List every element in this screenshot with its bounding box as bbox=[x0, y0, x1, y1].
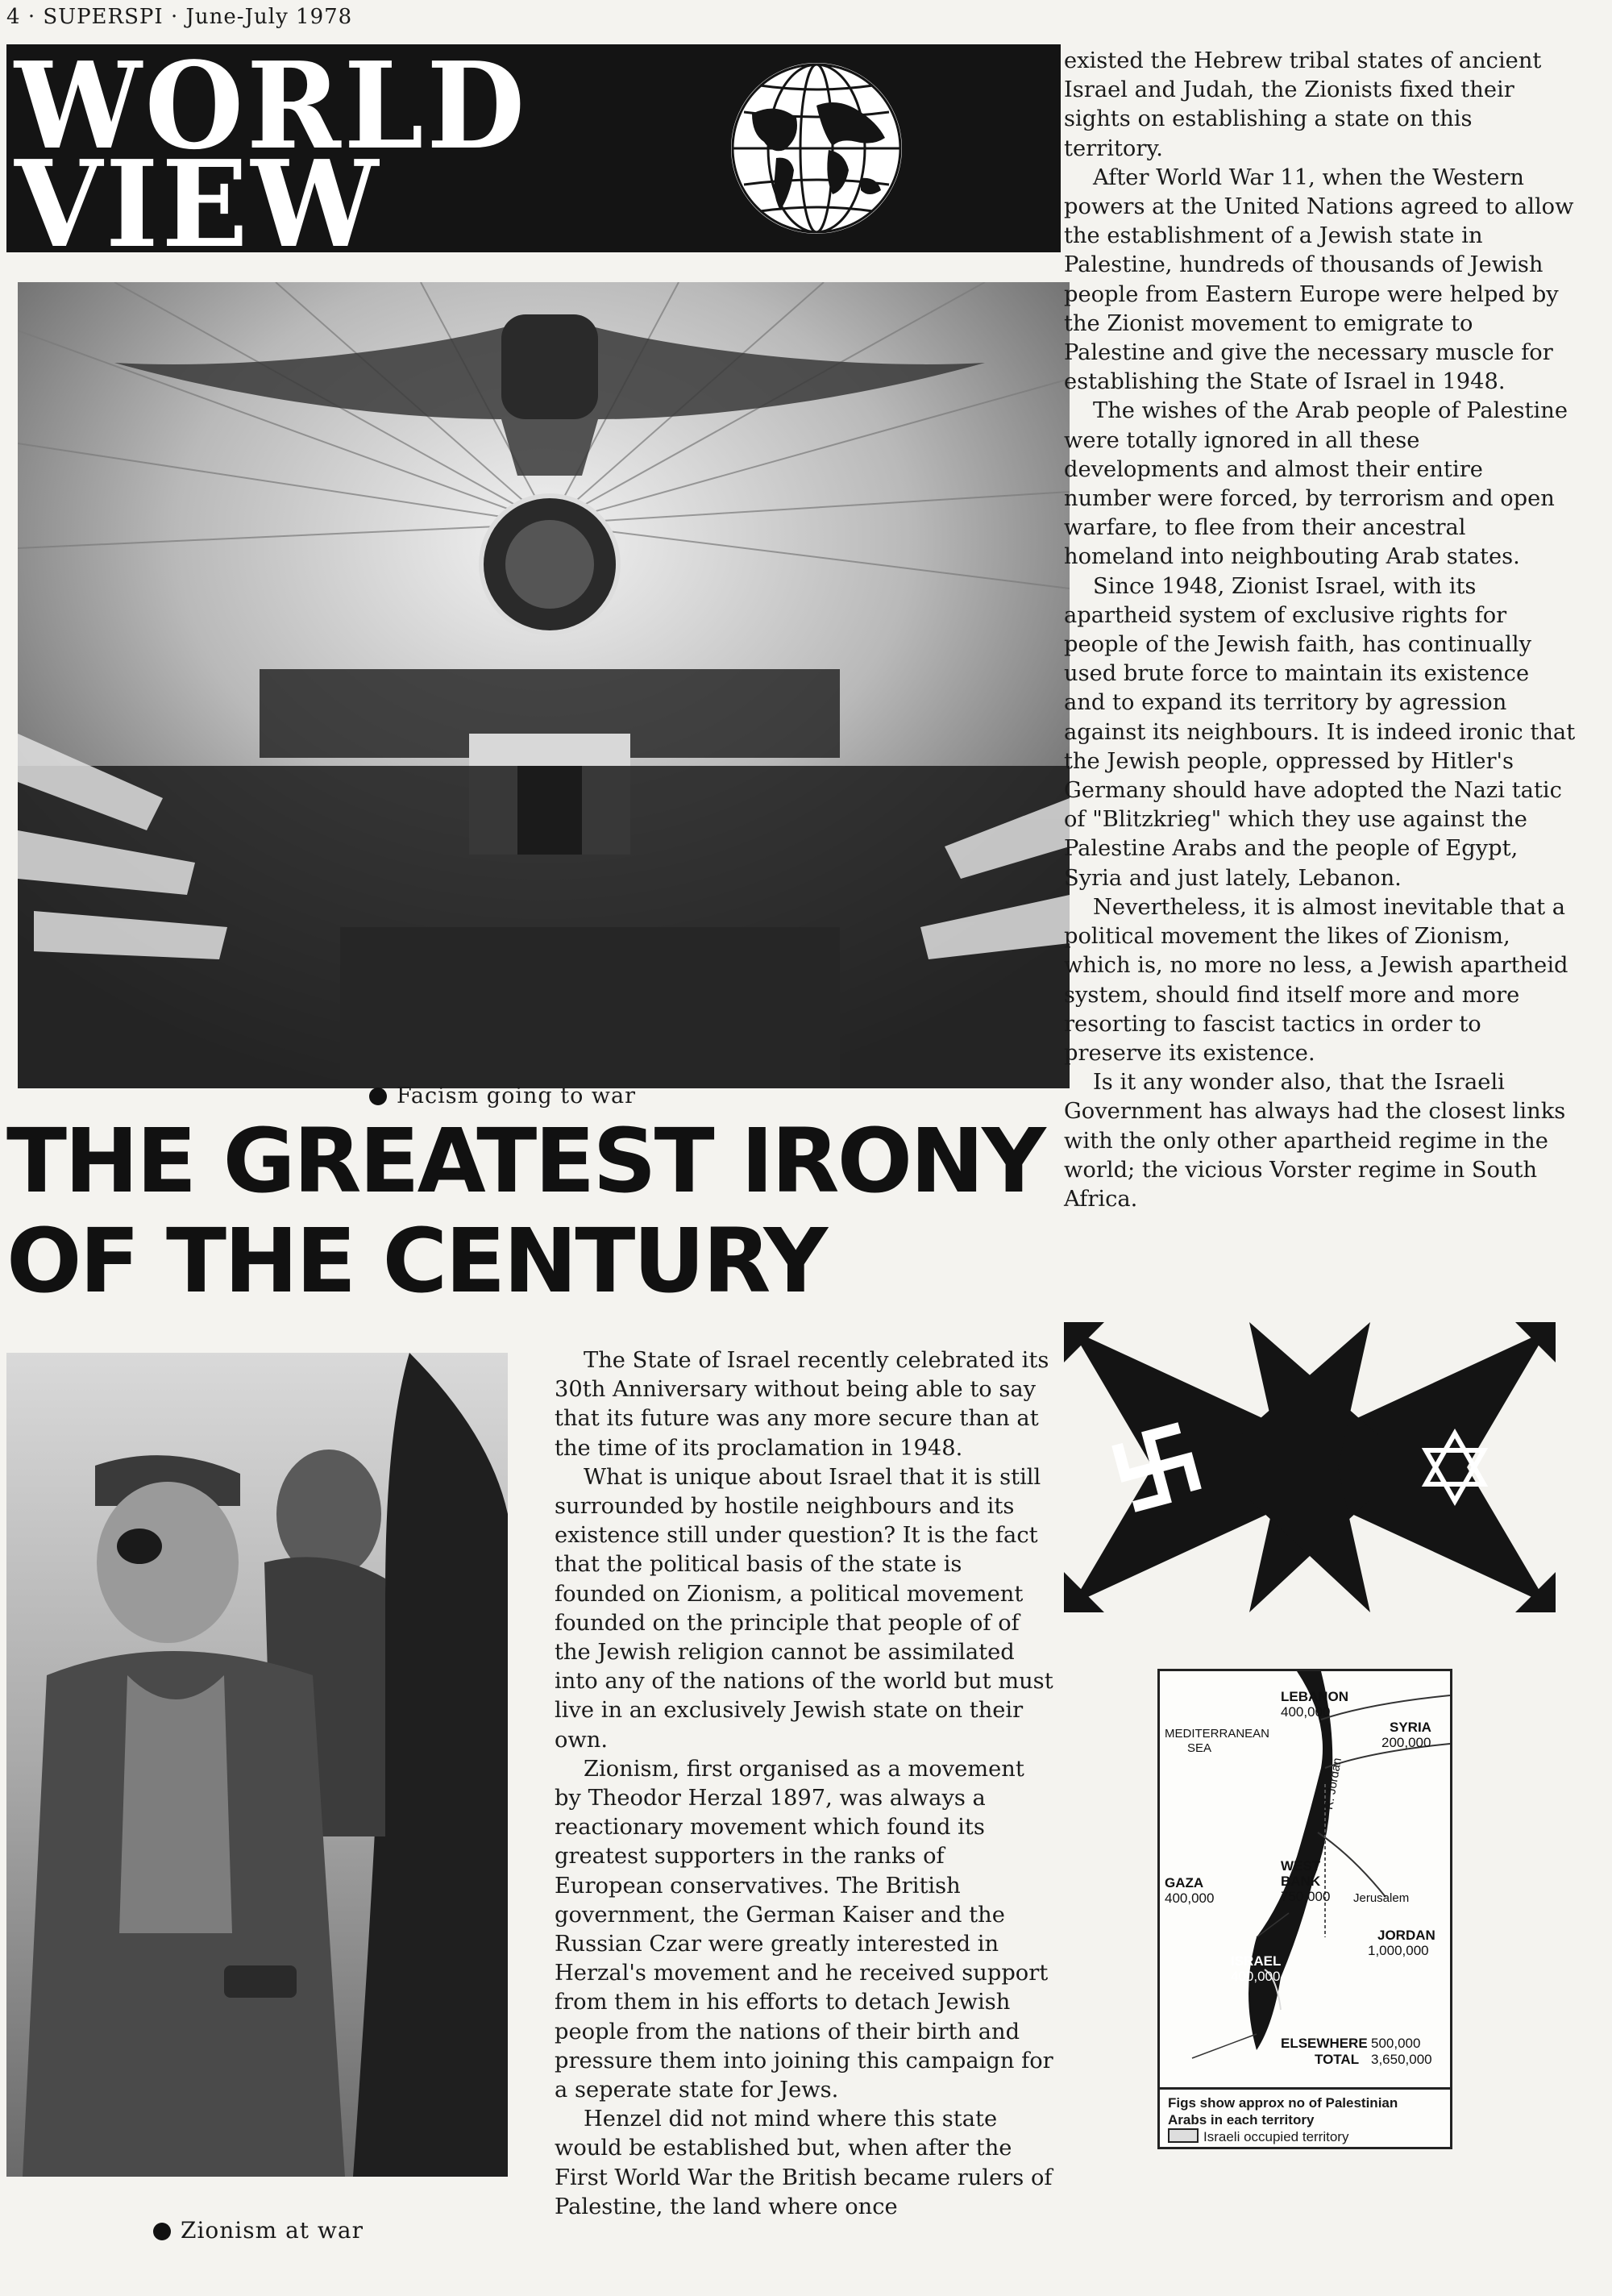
headline-line-1: THE GREATEST IRONY bbox=[6, 1109, 1044, 1212]
article-paragraph: Henzel did not mind where this state would be established but, when after the First World War the British became rulers of Palestine, the land where once bbox=[555, 2107, 1053, 2219]
palestinian-arabs-map bbox=[1157, 1669, 1452, 2149]
map-count-west-bank: 750,000 bbox=[1281, 1889, 1331, 1904]
masthead-word-world: WORLD bbox=[15, 35, 529, 176]
map-label-jordan: JORDAN bbox=[1377, 1928, 1435, 1943]
article-paragraph: existed the Hebrew tribal states of ancient Israel and Judah, the Zionists fixed their sights on establishing a state on this territory. bbox=[1064, 48, 1542, 161]
page-number: 4 bbox=[6, 5, 21, 29]
map-label-west-bank-2: BANK bbox=[1281, 1874, 1321, 1889]
bullet-icon bbox=[153, 2223, 171, 2240]
article-paragraph: After World War 11, when the Western powers at the United Nations agreed to allow the establishment of a Jewish state in Palestine, hundreds of thousands of Jewish people from Eastern Europe were helped by the Zionist movement to emigrate to Palestine and give the necessary muscle for establishing the State of Israel in 1948. bbox=[1064, 164, 1574, 395]
headline-line-2: OF THE CENTURY bbox=[6, 1209, 826, 1312]
map-label-syria: SYRIA bbox=[1390, 1720, 1431, 1735]
photo-caption-bottom: Zionism at war bbox=[153, 2217, 364, 2244]
map-footnote-line-2: Arabs in each territory bbox=[1168, 2112, 1315, 2128]
map-label-sea-2: SEA bbox=[1187, 1741, 1212, 1755]
map-count-syria: 200,000 bbox=[1381, 1735, 1431, 1750]
swastika-star-arrows-emblem bbox=[1040, 1298, 1580, 1637]
map-count-elsewhere: 500,000 bbox=[1371, 2036, 1421, 2051]
soldier-photo-illustration bbox=[6, 1353, 508, 2177]
article-paragraph: Nevertheless, it is almost inevitable that a political movement the likes of Zionism, which is, no more no less, a Jewish apartheid system, should find itself more and more resorting to fascist tactics in order to preserve its existence. bbox=[1064, 894, 1568, 1066]
article-column-middle bbox=[555, 1346, 1056, 2222]
map-label-israel: ISRAEL bbox=[1231, 1953, 1282, 1969]
map-count-israel: 400,000 bbox=[1231, 1969, 1281, 1984]
masthead-word-view: VIEW bbox=[15, 134, 382, 274]
article-paragraph: What is unique about Israel that it is still surrounded by hostile neighbours and its existence still under question? It is the fact that the political basis of the state is founded on Zionism, a political movement founded on the principle that people of of the Jewish religion cannot be assimilated into any of the nations of the world but must live in an exclusively Jewish state on their own. bbox=[555, 1464, 1053, 1753]
photo-caption-top: Facism going to war bbox=[369, 1084, 636, 1108]
map-label-elsewhere: ELSEWHERE bbox=[1281, 2036, 1368, 2051]
map-label-lebanon: LEBANON bbox=[1281, 1689, 1349, 1704]
map-label-jerusalem: Jerusalem bbox=[1353, 1891, 1410, 1905]
page-header bbox=[6, 5, 352, 29]
map-label-sea: MEDITERRANEAN bbox=[1165, 1727, 1270, 1741]
world-view-masthead bbox=[6, 35, 1061, 274]
soldier-photo bbox=[6, 1353, 508, 2177]
publication-name: SUPERSPI bbox=[43, 5, 164, 29]
legend-swatch bbox=[1168, 2128, 1199, 2143]
article-column-right bbox=[1064, 47, 1576, 1214]
map-count-total: 3,650,000 bbox=[1371, 2052, 1432, 2067]
separator: · bbox=[170, 5, 179, 29]
article-paragraph: Is it any wonder also, that the Israeli Government has always had the closest links with the only other apartheid regime in the world; the vicious Vorster regime in South Africa. bbox=[1064, 1070, 1566, 1212]
article-paragraph: Zionism, first organised as a movement by Theodor Herzal 1897, was always a reactionary movement which found its greatest supporters in the ranks of European conservatives. The British government, the German Kaiser and the Russian Czar were greatly interested in Herzal's movement and he received support from them in his efforts to detach Jewish people from the nations of their birth and pressure them into joining this campaign for a seperate state for Jews. bbox=[555, 1756, 1053, 2103]
globe-icon bbox=[696, 57, 937, 239]
article-paragraph: The State of Israel recently celebrated its 30th Anniversary without being able to say that its future was any more secure than at the time of its proclamation in 1948. bbox=[555, 1348, 1049, 1461]
rally-photo bbox=[18, 282, 1070, 1088]
map-label-river-jordan: R. Jordan bbox=[1321, 1757, 1345, 1811]
separator: · bbox=[27, 5, 36, 29]
map-count-lebanon: 400,000 bbox=[1281, 1704, 1331, 1720]
rally-photo-illustration bbox=[18, 282, 1070, 1088]
article-paragraph: Since 1948, Zionist Israel, with its apartheid system of exclusive rights for people of the Jewish faith, has continually used brute force to maintain its existence and to expand its territory by agression against its neighbours. It is indeed ironic that the Jewish people, oppressed by Hitler's Germany should have adopted the Nazi tatic of "Blitzkrieg" which they use against the Palestine Arabs and the people of Egypt, Syria and just lately, Lebanon. bbox=[1064, 573, 1576, 891]
article-paragraph: The wishes of the Arab people of Palestine were totally ignored in all these developments and almost their entire number were forced, by terrorism and open warfare, to flee from their ancestral homeland into neighbouting Arab states. bbox=[1064, 398, 1568, 570]
map-legend: Israeli occupied territory bbox=[1168, 2128, 1442, 2145]
map-footnote-line-1: Figs show approx no of Palestinian bbox=[1168, 2095, 1398, 2111]
map-count-jordan: 1,000,000 bbox=[1368, 1943, 1429, 1958]
bullet-icon bbox=[369, 1088, 387, 1105]
issue-date: June-July 1978 bbox=[185, 5, 353, 29]
map-label-total: TOTAL bbox=[1315, 2052, 1360, 2067]
map-label-west-bank: WEST bbox=[1281, 1858, 1321, 1874]
map-count-gaza: 400,000 bbox=[1165, 1890, 1215, 1906]
map-label-gaza: GAZA bbox=[1165, 1875, 1204, 1890]
article-headline bbox=[6, 1111, 1062, 1311]
map-footer bbox=[1160, 2087, 1450, 2147]
